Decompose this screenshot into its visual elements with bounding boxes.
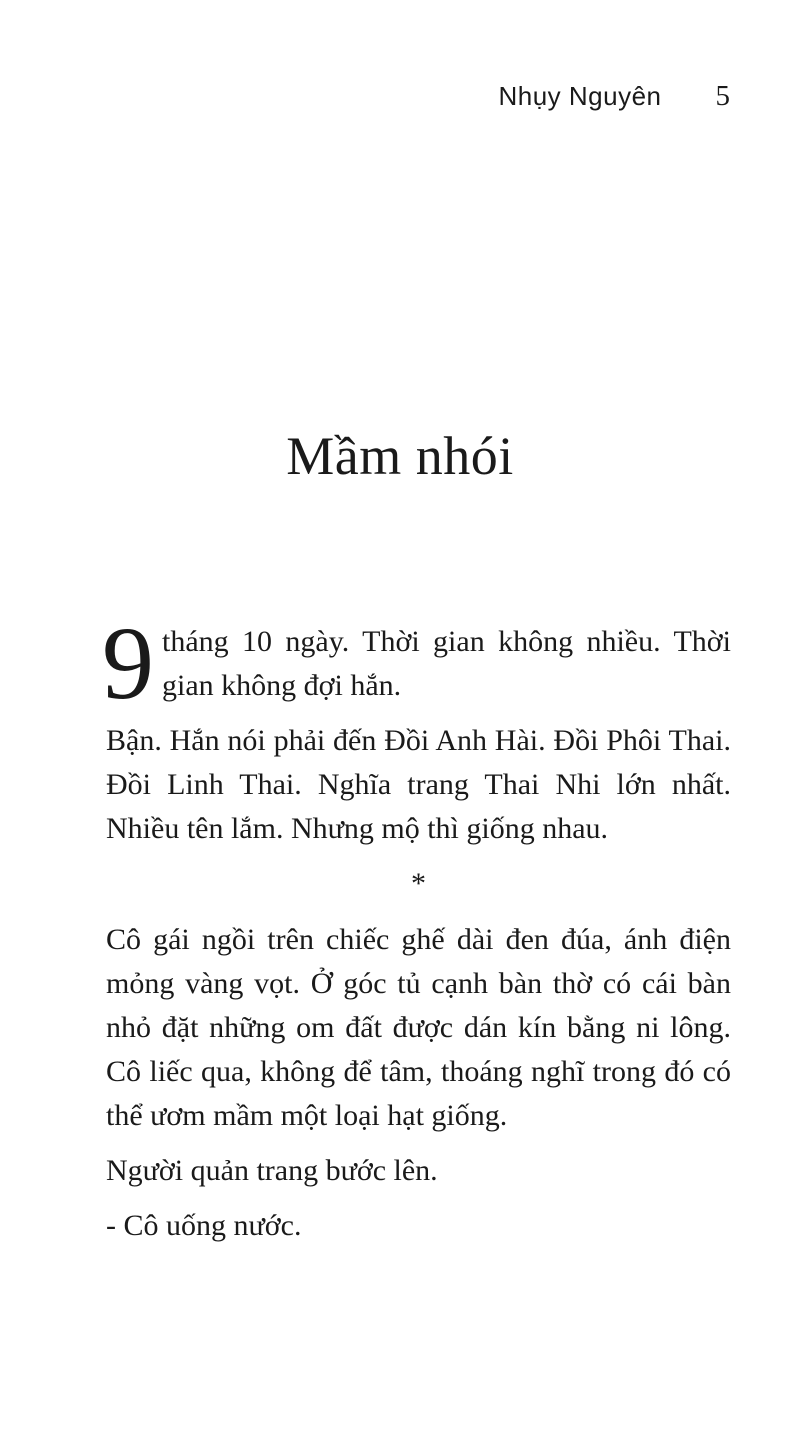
paragraph-3: Cô gái ngồi trên chiếc ghế dài đen đúa, ánh điện mỏng vàng vọt. Ở góc tủ cạnh bàn thờ có cái bàn nhỏ đặt những om đất được dán kín bằng ni lông. Cô liếc qua, không để tâm, thoáng nghĩ trong đó có thể ươm mầm một loại hạt giống. bbox=[106, 923, 731, 1132]
running-header bbox=[498, 80, 730, 113]
paragraph-5: - Cô uống nước. bbox=[106, 1209, 302, 1242]
body-text bbox=[102, 606, 731, 1259]
paragraph-1 bbox=[102, 606, 731, 721]
paragraph-2: Bận. Hắn nói phải đến Đồi Anh Hài. Đồi Phôi Thai. Đồi Linh Thai. Nghĩa trang Thai Nhi lớn nhất. Nhiều tên lắm. Nhưng mộ thì giống nhau. bbox=[106, 724, 731, 845]
drop-cap: 9 bbox=[102, 606, 154, 721]
paragraph-1-text: tháng 10 ngày. Thời gian không nhiều. Thời gian không đợi hắn. bbox=[162, 625, 731, 702]
header-author: Nhụy Nguyên bbox=[498, 81, 662, 111]
section-separator: * bbox=[411, 867, 426, 900]
paragraph-4: Người quản trang bước lên. bbox=[106, 1154, 438, 1187]
chapter-title: Mầm nhói bbox=[286, 426, 514, 486]
page-number: 5 bbox=[715, 80, 730, 112]
